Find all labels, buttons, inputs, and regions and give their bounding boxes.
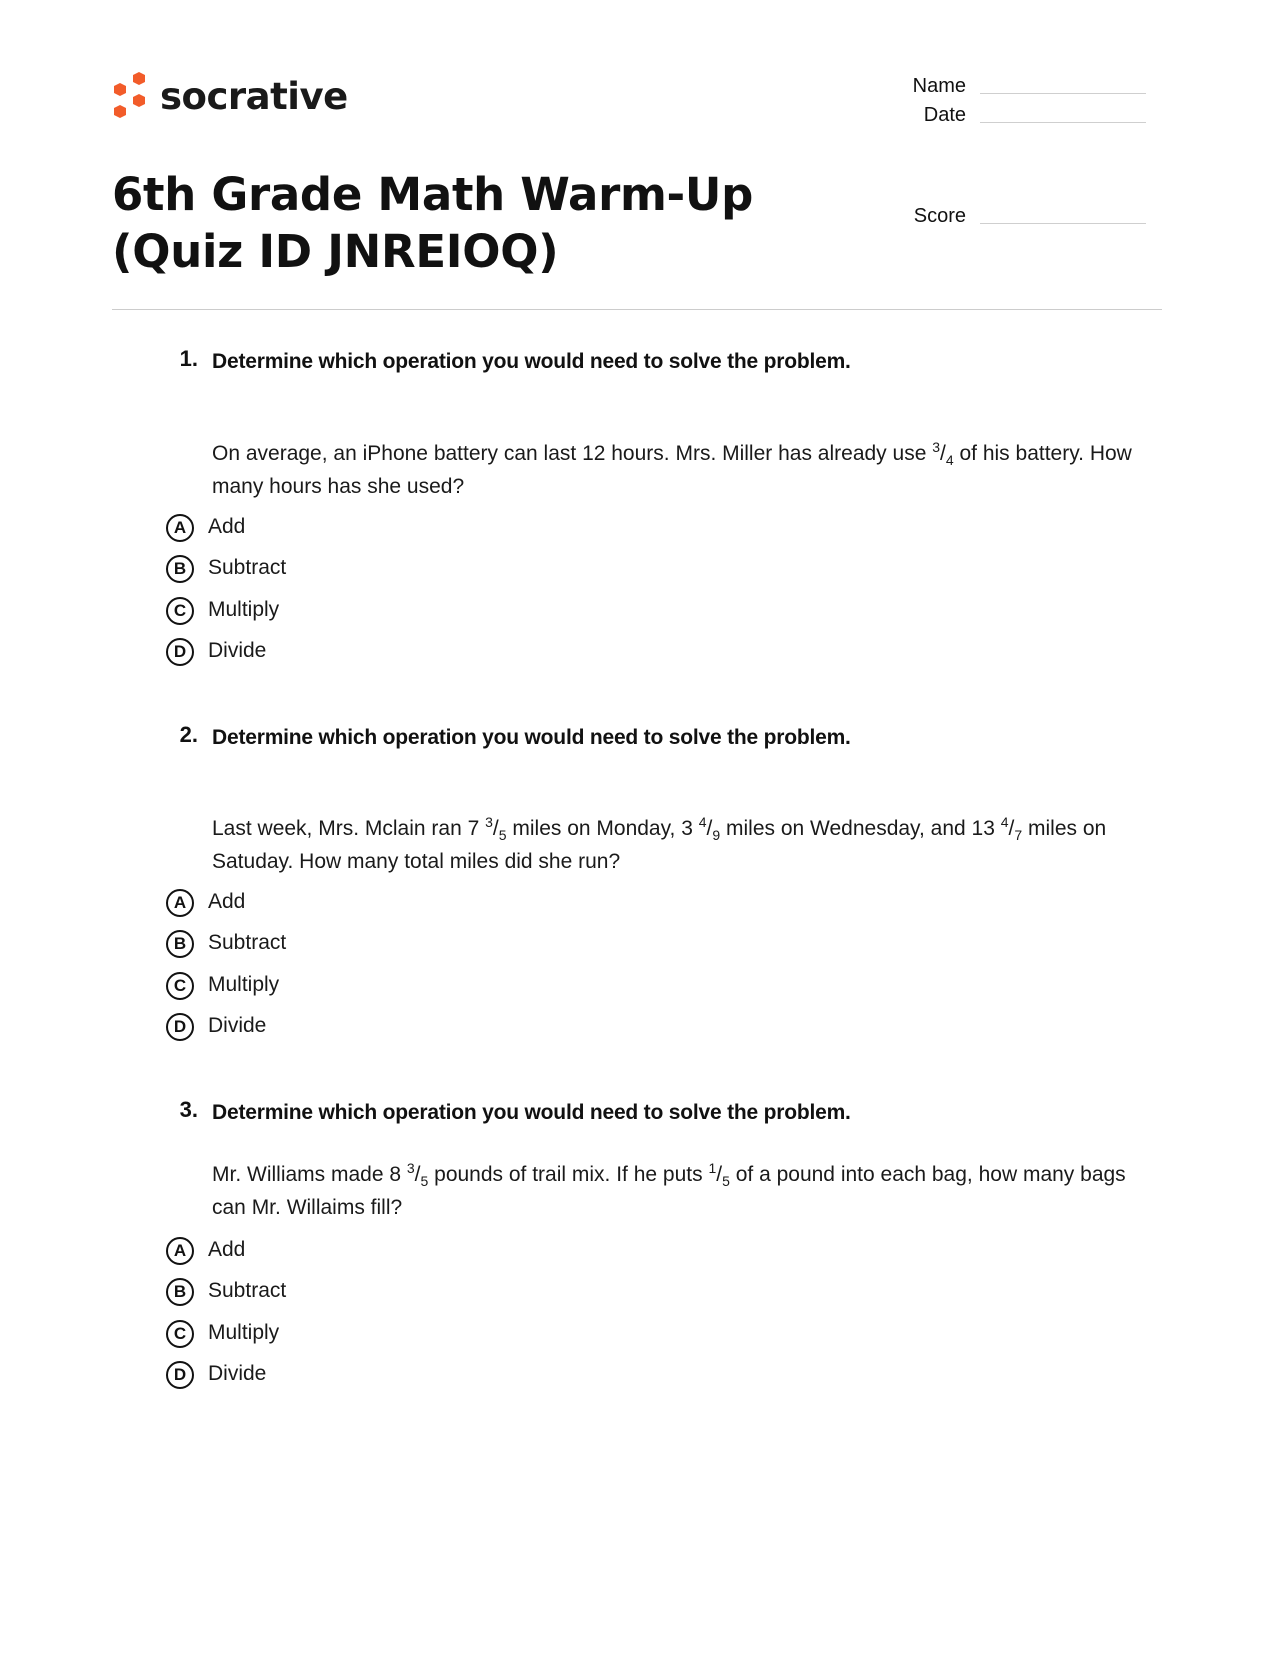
score-label: Score — [913, 205, 966, 227]
quiz-title: 6th Grade Math Warm-Up (Quiz ID JNREIOQ) — [112, 168, 754, 278]
option-letter-circle[interactable]: C — [166, 1320, 194, 1348]
name-input-line[interactable] — [980, 93, 1146, 94]
option-letter-circle[interactable]: B — [166, 930, 194, 958]
option-b[interactable] — [166, 551, 286, 585]
option-label: Add — [208, 515, 246, 538]
question-number: 3. — [179, 1097, 198, 1122]
question-body: On average, an iPhone battery can last 12 hours. Mrs. Miller has already use $^3/_4$ of his battery. How many hours has she used? — [212, 439, 1132, 498]
question-body: Mr. Williams made 8 $^3/_5$ pounds of trail mix. If he puts $^1/_5$ of a pound into each bag, how many bags can Mr. Willaims fill? — [212, 1160, 1126, 1219]
option-letter-circle[interactable]: C — [166, 972, 194, 1000]
option-a[interactable] — [166, 510, 245, 544]
option-label: Divide — [208, 1014, 267, 1037]
option-letter-circle[interactable]: A — [166, 1237, 194, 1265]
question-number: 1. — [179, 346, 198, 371]
option-label: Divide — [208, 639, 267, 662]
header-divider — [112, 309, 1162, 310]
option-label: Subtract — [208, 556, 287, 579]
brand-name: socrative — [160, 74, 348, 118]
option-label: Multiply — [208, 973, 280, 996]
option-c[interactable] — [166, 593, 279, 627]
option-d[interactable] — [166, 1009, 266, 1043]
option-a[interactable] — [166, 885, 245, 919]
option-letter-circle[interactable]: A — [166, 889, 194, 917]
option-c[interactable] — [166, 1316, 279, 1350]
question-number: 2. — [179, 722, 198, 747]
option-label: Add — [208, 890, 246, 913]
option-letter-circle[interactable]: D — [166, 1013, 194, 1041]
option-letter-circle[interactable]: D — [166, 638, 194, 666]
socrative-logo — [110, 72, 348, 120]
option-letter-circle[interactable]: B — [166, 1278, 194, 1306]
score-field[interactable] — [880, 206, 1146, 226]
question-prompt: Determine which operation you would need to solve the problem. — [212, 350, 851, 373]
option-b[interactable] — [166, 926, 286, 960]
option-d[interactable] — [166, 1357, 266, 1391]
option-label: Add — [208, 1238, 246, 1261]
question-prompt: Determine which operation you would need to solve the problem. — [212, 726, 851, 749]
option-letter-circle[interactable]: A — [166, 514, 194, 542]
question-body: Last week, Mrs. Mclain ran 7 $^3/_5$ miles on Monday, 3 $^4/_9$ miles on Wednesday, and 13 $^4/_7$ miles on Satuday. How many total miles did she run? — [212, 814, 1107, 873]
date-field[interactable] — [880, 105, 1146, 125]
option-label: Multiply — [208, 1321, 280, 1344]
option-letter-circle[interactable]: C — [166, 597, 194, 625]
option-b[interactable] — [166, 1274, 286, 1308]
option-c[interactable] — [166, 968, 279, 1002]
question-prompt: Determine which operation you would need to solve the problem. — [212, 1101, 851, 1124]
option-label: Subtract — [208, 931, 287, 954]
date-label: Date — [923, 104, 966, 126]
hexagon-cluster-icon — [110, 72, 150, 120]
option-label: Subtract — [208, 1279, 287, 1302]
option-label: Multiply — [208, 598, 280, 621]
option-d[interactable] — [166, 634, 266, 668]
name-label: Name — [912, 75, 966, 97]
option-label: Divide — [208, 1362, 267, 1385]
option-letter-circle[interactable]: B — [166, 555, 194, 583]
date-input-line[interactable] — [980, 122, 1146, 123]
option-a[interactable] — [166, 1233, 245, 1267]
option-letter-circle[interactable]: D — [166, 1361, 194, 1389]
name-field[interactable] — [880, 76, 1146, 96]
score-input-line[interactable] — [980, 223, 1146, 224]
